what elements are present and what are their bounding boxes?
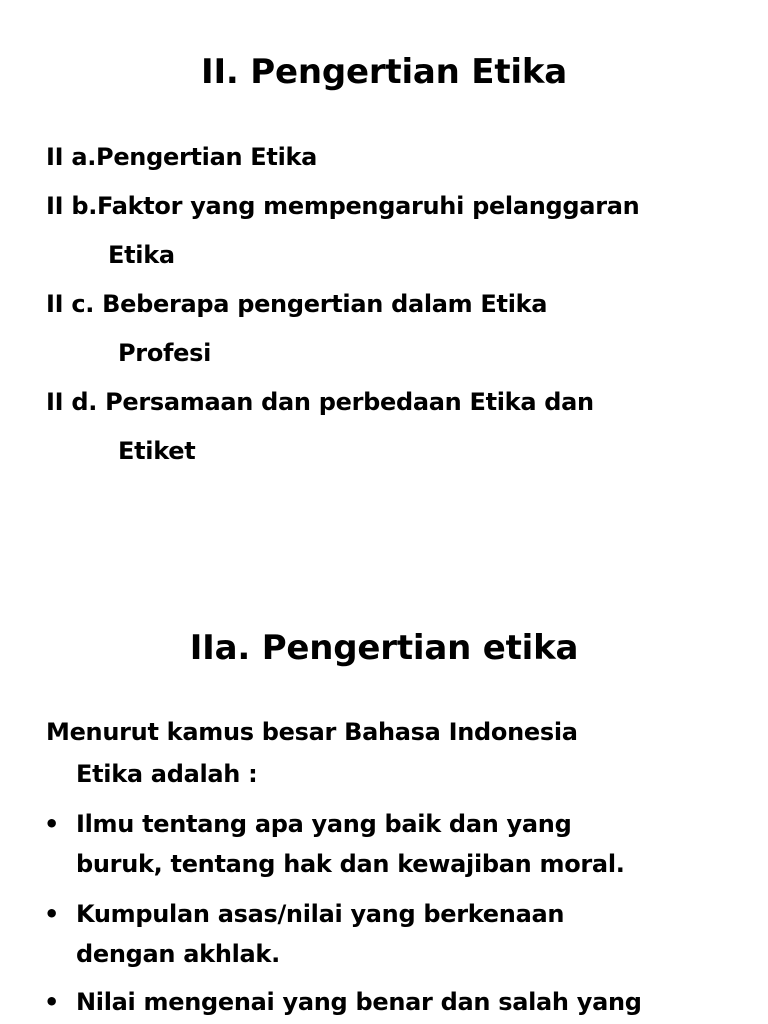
bullet-text: Kumpulan asas/nilai yang berkenaan — [76, 900, 565, 928]
toc-item-c: II c. Beberapa pengertian dalam Etika — [46, 290, 548, 318]
bullet-text-continued: dengan akhlak. — [76, 940, 280, 968]
bullet-marker: • — [44, 900, 60, 928]
toc-item-c-continued: Profesi — [118, 339, 212, 367]
bullet-text: Nilai mengenai yang benar dan salah yang — [76, 988, 642, 1016]
slide-title: II. Pengertian Etika — [201, 52, 567, 92]
toc-item-a: II a.Pengertian Etika — [46, 143, 318, 171]
bullet-marker: • — [44, 810, 60, 838]
toc-item-d-continued: Etiket — [118, 437, 196, 465]
toc-item-b-continued: Etika — [108, 241, 175, 269]
bullet-text-continued: buruk, tentang hak dan kewajiban moral. — [76, 850, 625, 878]
slide-toc — [0, 0, 768, 500]
bullet-marker: • — [44, 988, 60, 1016]
toc-item-d: II d. Persamaan dan perbedaan Etika dan — [46, 388, 594, 416]
intro-line-continued: Etika adalah : — [76, 760, 258, 788]
toc-item-b: II b.Faktor yang mempengaruhi pelanggaran — [46, 192, 640, 220]
intro-line: Menurut kamus besar Bahasa Indonesia — [46, 718, 578, 746]
slide-definition — [0, 600, 768, 1024]
bullet-text: Ilmu tentang apa yang baik dan yang — [76, 810, 572, 838]
slide-title: IIa. Pengertian etika — [189, 628, 579, 668]
